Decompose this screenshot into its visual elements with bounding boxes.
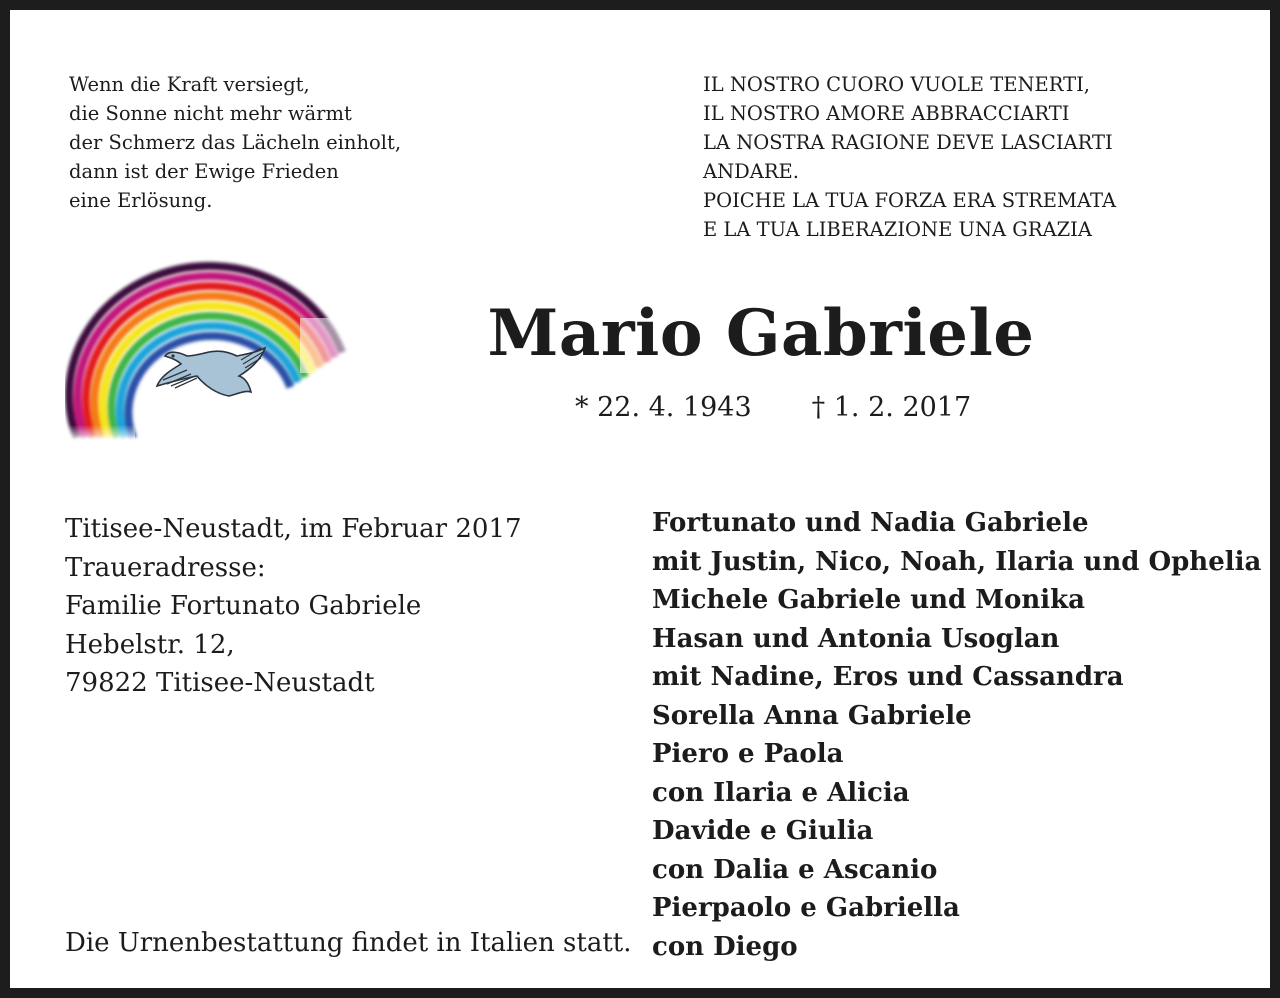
mourner-line: mit Nadine, Eros und Cassandra xyxy=(652,662,1124,692)
mourner-line: Michele Gabriele und Monika xyxy=(652,585,1086,615)
poem-german-line: dann ist der Ewige Frieden xyxy=(69,160,339,183)
mourner-line: con Diego xyxy=(652,931,798,962)
address-line: Titisee-Neustadt, im Februar 2017 xyxy=(65,514,522,544)
poem-italian-line: POICHE LA TUA FORZA ERA STREMATA xyxy=(703,189,1117,212)
burial-note: Die Urnenbestattung findet in Italien statt. xyxy=(65,928,632,958)
mourner-line: Davide e Giulia xyxy=(652,816,874,846)
poem-german-line: die Sonne nicht mehr wärmt xyxy=(69,102,352,125)
poem-italian-line: E LA TUA LIBERAZIONE UNA GRAZIA xyxy=(703,218,1092,241)
address-line: 79822 Titisee-Neustadt xyxy=(65,668,375,698)
poem-german-line: Wenn die Kraft versiegt, xyxy=(69,73,310,96)
death-date: † 1. 2. 2017 xyxy=(811,392,972,423)
birth-date: * 22. 4. 1943 xyxy=(575,392,752,423)
mourning-address xyxy=(65,510,522,703)
mourner-line: con Ilaria e Alicia xyxy=(652,777,910,808)
poem-german-line: eine Erlösung. xyxy=(69,189,213,212)
address-line: Traueradresse: xyxy=(65,552,266,583)
address-line: Familie Fortunato Gabriele xyxy=(65,591,422,621)
deceased-name: Mario Gabriele xyxy=(487,296,1035,371)
mourner-line: Piero e Paola xyxy=(652,739,844,769)
mourner-line: Pierpaolo e Gabriella xyxy=(652,893,960,923)
address-line: Hebelstr. 12, xyxy=(65,629,235,660)
mourners-list xyxy=(652,504,1261,966)
mourner-line: con Dalia e Ascanio xyxy=(652,854,938,885)
poem-german-line: der Schmerz das Lächeln einholt, xyxy=(69,131,402,154)
mourner-line: Hasan und Antonia Usoglan xyxy=(652,623,1060,654)
poem-italian-line: IL NOSTRO CUORO VUOLE TENERTI, xyxy=(703,73,1091,96)
poem-italian-line: IL NOSTRO AMORE ABBRACCIARTI xyxy=(703,102,1070,125)
mourner-line: mit Justin, Nico, Noah, Ilaria und Ophelia xyxy=(652,546,1262,577)
mourner-line: Fortunato und Nadia Gabriele xyxy=(652,508,1089,538)
poem-italian-line: ANDARE. xyxy=(703,160,799,183)
poem-italian-line: LA NOSTRA RAGIONE DEVE LASCIARTI xyxy=(703,131,1113,154)
poem-german xyxy=(69,70,401,215)
life-dates xyxy=(575,390,971,426)
poem-italian xyxy=(703,70,1116,244)
mourner-line: Sorella Anna Gabriele xyxy=(652,700,972,731)
